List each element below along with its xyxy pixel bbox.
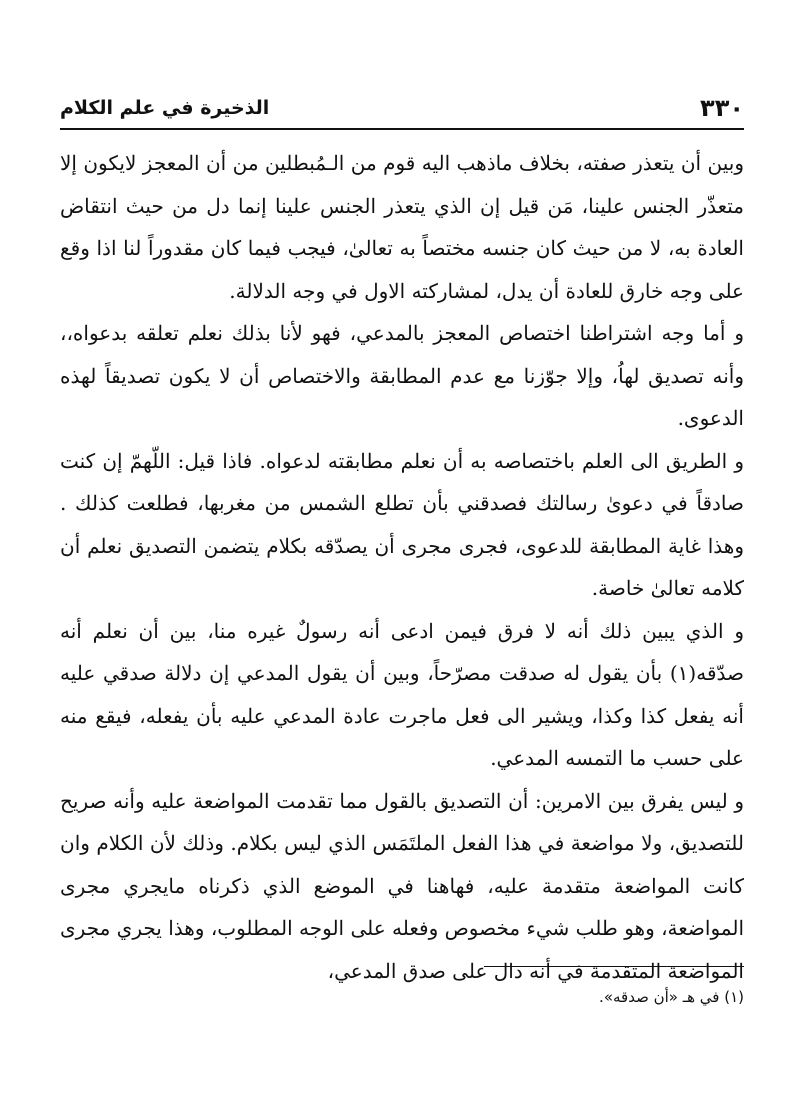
paragraph: وبين أن يتعذر صفته، بخلاف ماذهب اليه قوم من الـمُبطلين من أن المعجز لايكون إلا متعذّر الجنس علينا، مَن قيل إن الذي يتعذر الجنس علينا إنما دل من حيث انتقاض العادة به، لا من حيث كان جنسه مختصاً به تعالىٰ، فيجب فيما كان مقدوراً لنا اذا وقع على وجه خارق للعادة أن يدل، لمشاركته الاول في وجه الدلالة.	[60, 151, 744, 303]
body-text	[60, 142, 744, 992]
page-number: ٣٣٠	[700, 94, 744, 122]
footnote: (١) في هـ «أن صدقه».	[599, 988, 744, 1006]
footnote-divider	[484, 966, 744, 967]
page-header	[60, 88, 744, 130]
paragraph: و أما وجه اشتراطنا اختصاص المعجز بالمدعي، فهو لأنا بذلك نعلم تعلقه بدعواه،، وأنه تصديق لهاُ، وإلا جوّزنا مع عدم المطابقة والاختصاص أن لا يكون تصديقاً لهذه الدعوى.	[60, 321, 745, 430]
running-title: الذخيرة في علم الكلام	[60, 97, 270, 119]
paragraph: و الطريق الى العلم باختصاصه به أن نعلم مطابقته لدعواه. فاذا قيل: اللّهمّ إن كنت صادقاً في دعوىٰ رسالتك فصدقني بأن تطلع الشمس من مغربها، فطلعت كذلك . وهذا غاية المطابقة للدعوى، فجرى مجرى أن يصدّقه بكلام يتضمن التصديق نعلم أن كلامه تعالىٰ خاصة.	[60, 448, 744, 600]
paragraph: و ليس يفرق بين الامرين: أن التصديق بالقول مما تقدمت المواضعة عليه وأنه صريح للتصديق، ولا مواضعة في هذا الفعل الملتَمَس الذي ليس بكلام. وذلك لأن الكلام وان كانت المواضعة متقدمة عليه، فهاهنا في الموضع الذي ذكرناه مايجري مجرى المواضعة، وهو طلب شيء مخصوص وفعله على الوجه المطلوب، وهذا يجري مجرى المواضعة المتقدمة في أنه دال على صدق المدعي،	[60, 788, 744, 983]
paragraph: و الذي يبين ذلك أنه لا فرق فيمن ادعى أنه رسولٌ غيره منا، بين أن نعلم أنه صدّقه(١) بأن يقول له صدقت مصرّحاً، وبين أن يقول المدعي إن دلالة صدقي عليه أنه يفعل كذا وكذا، ويشير الى فعل ماجرت عادة المدعي عليه بأن يفعله، فيقع منه على حسب ما التمسه المدعي.	[60, 618, 744, 770]
